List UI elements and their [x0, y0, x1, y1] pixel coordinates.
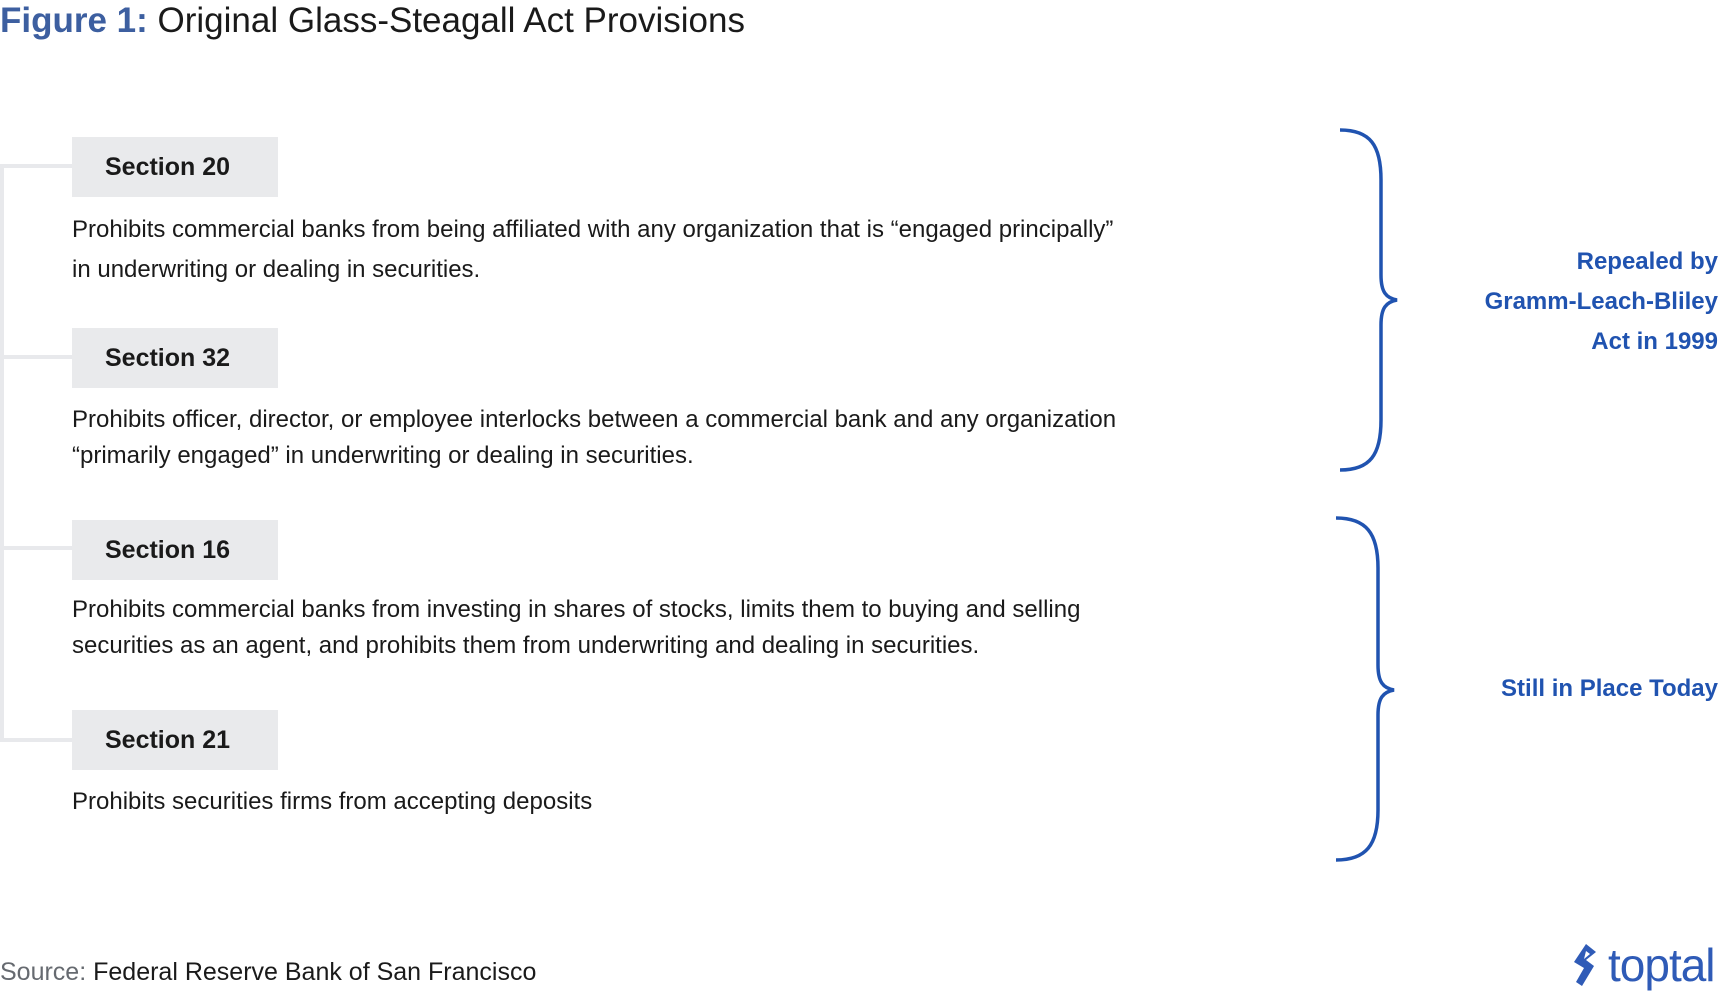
tree-connector-section-32 — [0, 355, 72, 359]
section-21-label-box — [72, 710, 278, 770]
section-32-label-box — [72, 328, 278, 388]
section-21-description — [72, 784, 1302, 820]
description-line: Prohibits officer, director, or employee interlocks between a commercial bank and any organization — [72, 406, 1117, 433]
section-16-label: Section 16 — [105, 535, 231, 564]
label-line: Repealed by — [1576, 248, 1718, 275]
group-label-repealed — [1485, 242, 1718, 362]
section-20-label: Section 20 — [105, 152, 231, 181]
label-line: Still in Place Today — [1501, 675, 1718, 702]
figure-caption: Original Glass-Steagall Act Provisions — [147, 1, 745, 40]
description-line: “primarily engaged” in underwriting or dealing in securities. — [72, 442, 694, 469]
section-32-description — [72, 402, 1302, 474]
figure-number: Figure 1: — [0, 1, 148, 40]
section-32-label: Section 32 — [105, 343, 231, 372]
tree-connector-vertical — [0, 164, 4, 742]
description-line: in underwriting or dealing in securities. — [72, 256, 481, 283]
figure-title — [0, 0, 745, 42]
section-21-label: Section 21 — [105, 725, 231, 754]
description-line: Prohibits commercial banks from being affiliated with any organization that is “engaged principally” — [72, 216, 1114, 243]
label-line: Act in 1999 — [1591, 328, 1718, 355]
source-key: Source: — [0, 958, 87, 986]
description-line: Prohibits securities firms from accepting deposits — [72, 788, 593, 815]
description-line: securities as an agent, and prohibits them from underwriting and dealing in securities. — [72, 632, 980, 659]
source-value: Federal Reserve Bank of San Francisco — [86, 958, 537, 986]
toptal-mark-icon — [1572, 942, 1606, 988]
section-16-description — [72, 592, 1302, 664]
tree-connector-section-16 — [0, 546, 72, 550]
tree-connector-section-20 — [0, 164, 72, 168]
section-16-label-box — [72, 520, 278, 580]
right-brace-icon-repealed — [1330, 120, 1410, 480]
toptal-wordmark: toptal — [1608, 939, 1715, 991]
section-20-label-box — [72, 137, 278, 197]
section-20-description — [72, 210, 1302, 290]
label-line: Gramm-Leach-Bliley — [1484, 288, 1718, 315]
right-brace-icon-still-in-place — [1326, 508, 1406, 872]
toptal-logo — [1572, 939, 1715, 991]
description-line: Prohibits commercial banks from investing in shares of stocks, limits them to buying and selling — [72, 596, 1081, 623]
source-note — [0, 958, 536, 987]
group-label-still-in-place — [1501, 672, 1718, 706]
tree-connector-section-21 — [0, 738, 72, 742]
